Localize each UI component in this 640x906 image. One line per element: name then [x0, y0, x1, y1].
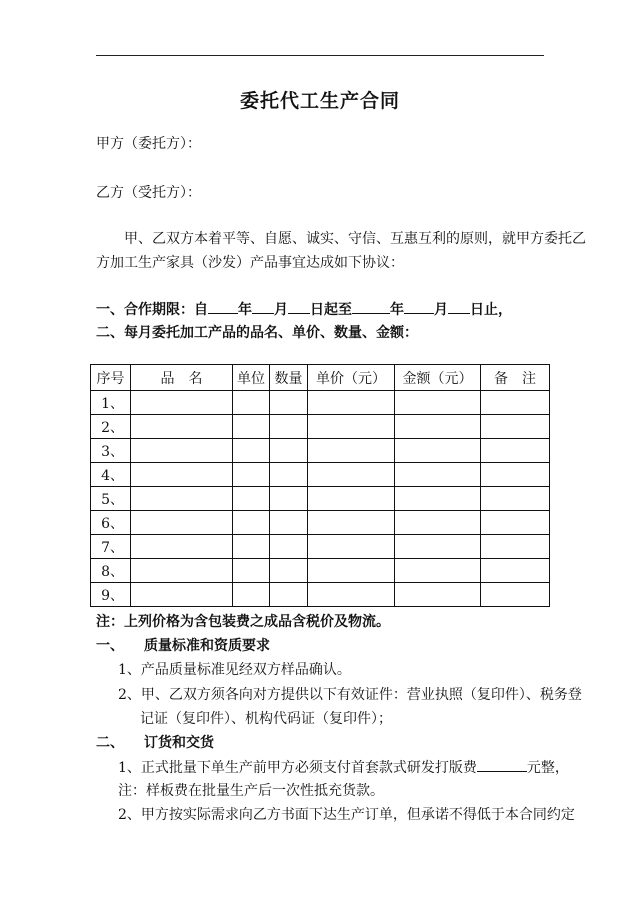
cell[interactable]	[308, 415, 395, 439]
cell[interactable]	[395, 487, 481, 511]
table-row	[91, 487, 550, 511]
header-amount: 金额（元）	[395, 365, 481, 391]
cell[interactable]	[481, 463, 550, 487]
blank-proofing-fee[interactable]	[477, 757, 527, 772]
cell[interactable]	[308, 391, 395, 415]
section-quality-heading: 质量标准和资质要求	[144, 638, 270, 654]
cell[interactable]	[395, 463, 481, 487]
blank-start-year[interactable]	[208, 299, 238, 314]
cell[interactable]	[131, 391, 233, 415]
cell[interactable]	[481, 583, 550, 607]
header-product-name: 品 名	[131, 365, 233, 391]
table-row	[91, 463, 550, 487]
blank-end-year[interactable]	[352, 299, 390, 314]
cell[interactable]	[270, 559, 308, 583]
row-index: 6、	[91, 511, 131, 535]
top-rule	[96, 55, 544, 56]
table-header-row	[91, 365, 550, 391]
quality-item-2-line-1: 2、甲、乙双方须各向对方提供以下有效证件：营业执照（复印件）、税务登	[118, 687, 582, 703]
cell[interactable]	[481, 415, 550, 439]
text-from-to: 日起至	[310, 302, 352, 318]
cell[interactable]	[308, 559, 395, 583]
cell[interactable]	[131, 463, 233, 487]
cell[interactable]	[131, 415, 233, 439]
table-row	[91, 535, 550, 559]
cell[interactable]	[481, 487, 550, 511]
table-row	[91, 583, 550, 607]
row-index: 5、	[91, 487, 131, 511]
cell[interactable]	[481, 391, 550, 415]
unit-year: 年	[238, 302, 252, 318]
price-note: 注：上列价格为含包装费之成品含税价及物流。	[96, 614, 390, 630]
quality-item-1: 1、产品质量标准见经双方样品确认。	[118, 662, 351, 678]
intro-line-2: 方加工生产家具（沙发）产品事宜达成如下协议：	[96, 255, 404, 271]
cell[interactable]	[131, 583, 233, 607]
row-index: 4、	[91, 463, 131, 487]
row-index: 7、	[91, 535, 131, 559]
unit-year-2: 年	[390, 302, 404, 318]
party-b-label: 乙方（受托方）：	[96, 185, 201, 201]
cell[interactable]	[233, 391, 270, 415]
cell[interactable]	[308, 439, 395, 463]
document-title: 委托代工生产合同	[239, 90, 400, 112]
cell[interactable]	[481, 535, 550, 559]
section-order-heading: 订货和交货	[144, 735, 214, 751]
cell[interactable]	[233, 439, 270, 463]
cell[interactable]	[481, 511, 550, 535]
clause-term	[96, 299, 512, 320]
cell[interactable]	[270, 487, 308, 511]
text-end: 日止，	[470, 302, 512, 318]
cell[interactable]	[395, 439, 481, 463]
header-unit: 单位	[233, 365, 270, 391]
cell[interactable]	[233, 487, 270, 511]
cell[interactable]	[270, 415, 308, 439]
unit-month: 月	[274, 302, 288, 318]
table-row	[91, 415, 550, 439]
table-row	[91, 559, 550, 583]
row-index: 1、	[91, 391, 131, 415]
table-row	[91, 391, 550, 415]
unit-month-2: 月	[434, 302, 448, 318]
cell[interactable]	[270, 391, 308, 415]
cell[interactable]	[395, 535, 481, 559]
cell[interactable]	[131, 535, 233, 559]
section-quality-number: 一、	[96, 638, 124, 654]
cell[interactable]	[395, 511, 481, 535]
cell[interactable]	[395, 391, 481, 415]
header-index: 序号	[91, 365, 131, 391]
header-unit-price: 单价（元）	[308, 365, 395, 391]
header-quantity: 数量	[270, 365, 308, 391]
cell[interactable]	[308, 487, 395, 511]
clause-products: 二、每月委托加工产品的品名、单价、数量、金额：	[96, 325, 418, 341]
cell[interactable]	[270, 463, 308, 487]
cell[interactable]	[395, 415, 481, 439]
blank-start-month[interactable]	[252, 299, 274, 314]
party-a-label: 甲方（委托方）：	[96, 136, 201, 152]
cell[interactable]	[233, 559, 270, 583]
cell[interactable]	[131, 439, 233, 463]
products-table	[90, 364, 550, 607]
blank-end-day[interactable]	[448, 299, 470, 314]
cell[interactable]	[233, 511, 270, 535]
cell[interactable]	[233, 415, 270, 439]
table-row	[91, 511, 550, 535]
row-index: 2、	[91, 415, 131, 439]
blank-start-day[interactable]	[288, 299, 310, 314]
cell[interactable]	[131, 559, 233, 583]
cell[interactable]	[233, 583, 270, 607]
cell[interactable]	[481, 559, 550, 583]
cell[interactable]	[395, 559, 481, 583]
order-item-2-line-1: 2、甲方按实际需求向乙方书面下达生产订单，但承诺不得低于本合同约定	[118, 807, 575, 823]
cell[interactable]	[233, 463, 270, 487]
cell[interactable]	[131, 511, 233, 535]
row-index: 3、	[91, 439, 131, 463]
cell[interactable]	[233, 535, 270, 559]
clause-term-label: 一、合作期限：自	[96, 302, 208, 318]
section-order-number: 二、	[96, 735, 124, 751]
cell[interactable]	[270, 535, 308, 559]
row-index: 8、	[91, 559, 131, 583]
header-remarks: 备 注	[481, 365, 550, 391]
blank-end-month[interactable]	[404, 299, 434, 314]
order-item-1-line-2: 注：样板费在批量生产后一次性抵充货款。	[118, 783, 384, 799]
cell[interactable]	[481, 439, 550, 463]
cell[interactable]	[308, 463, 395, 487]
cell[interactable]	[308, 511, 395, 535]
cell[interactable]	[270, 511, 308, 535]
table-row	[91, 439, 550, 463]
cell[interactable]	[395, 583, 481, 607]
order-item-1-text: 1、正式批量下单生产前甲方必须支付首套款式研发打版费	[118, 760, 477, 776]
cell[interactable]	[131, 487, 233, 511]
cell[interactable]	[308, 583, 395, 607]
cell[interactable]	[308, 535, 395, 559]
intro-line-1: 甲、乙双方本着平等、自愿、诚实、守信、互惠互利的原则，就甲方委托乙	[124, 231, 586, 247]
order-item-1-line-1	[118, 757, 569, 778]
row-index: 9、	[91, 583, 131, 607]
quality-item-2-line-2: 记证（复印件）、机构代码证（复印件）；	[140, 711, 392, 727]
cell[interactable]	[270, 439, 308, 463]
cell[interactable]	[270, 583, 308, 607]
order-item-1-unit: 元整，	[526, 760, 569, 776]
